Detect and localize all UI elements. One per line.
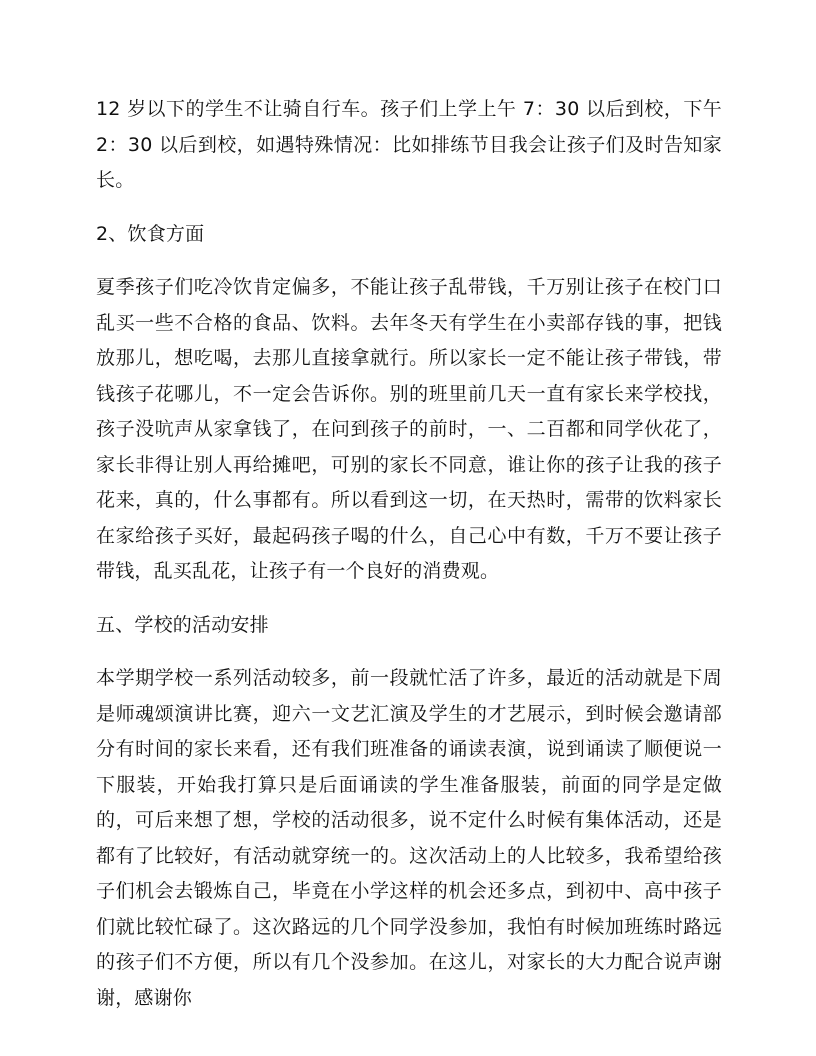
- paragraph-bicycle-and-arrival-time: 12 岁以下的学生不让骑自行车。孩子们上学上午 7：30 以后到校，下午 2：30 以后到校，如遇特殊情况：比如排练节目我会让孩子们及时告知家长。: [96, 98, 722, 191]
- section-heading-school-activities: 五、学校的活动安排: [96, 613, 269, 636]
- section-heading-diet: 2、饮食方面: [96, 222, 205, 245]
- paragraph-diet-and-money: 夏季孩子们吃冷饮肯定偏多，不能让孩子乱带钱，千万别让孩子在校门口乱买一些不合格的食品、饮料。去年冬天有学生在小卖部存钱的事，把钱放那儿，想吃喝，去那儿直接拿就行。所以家长一定不能让孩子带钱，带钱孩子花哪儿，不一定会告诉你。别的班里前几天一直有家长来学校找，孩子没吭声从家拿钱了，在问到孩子的前时，一、二百都和同学伙花了，家长非得让别人再给摊吧，可别的家长不同意，谁让你的孩子让我的孩子花来，真的，什么事都有。所以看到这一切，在天热时，需带的饮料家长在家给孩子买好，最起码孩子喝的什么，自己心中有数，千万不要让孩子带钱，乱买乱花，让孩子有一个良好的消费观。: [96, 276, 722, 582]
- paragraph-school-activities: 本学期学校一系列活动较多，前一段就忙活了许多，最近的活动就是下周是师魂颂演讲比赛，迎六一文艺汇演及学生的才艺展示，到时候会邀请部分有时间的家长来看，还有我们班准备的诵读表演，说到诵读了顺便说一下服装，开始我打算只是后面诵读的学生准备服装，前面的同学是定做的，可后来想了想，学校的活动很多，说不定什么时候有集体活动，还是都有了比较好，有活动就穿统一的。这次活动上的人比较多，我希望给孩子们机会去锻炼自己，毕竟在小学这样的机会还多点，到初中、高中孩子们就比较忙碌了。这次路远的几个同学没参加，我怕有时候加班练时路远的孩子们不方便，所以有几个没参加。在这儿，对家长的大力配合说声谢谢，感谢你: [96, 667, 722, 1009]
- document-body: [96, 92, 722, 1034]
